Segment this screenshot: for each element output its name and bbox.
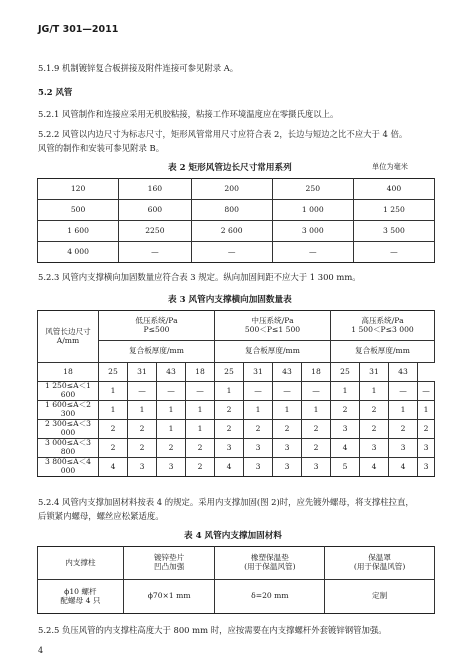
table3-cell: 3 <box>360 439 389 458</box>
table3-row-header-line1: 风管长边尺寸 <box>45 326 91 336</box>
table3-thickness-cell: 18 <box>302 363 331 382</box>
table3-cell: 5 <box>331 458 360 477</box>
table3-cell: 2 <box>128 420 157 439</box>
table3-cell: 4 <box>389 458 418 477</box>
section-heading-5-2: 5.2 风管 <box>38 87 73 97</box>
table3-thickness-cell: 43 <box>273 363 302 382</box>
table3-thickness-cell: 18 <box>186 363 215 382</box>
table2-title: 表 2 矩形风管边长尺寸常用系列 <box>168 163 292 173</box>
table2-row <box>38 221 435 242</box>
table3-cell: 2 <box>302 439 331 458</box>
table2-cell: 2 600 <box>191 221 272 242</box>
table3-cell: — <box>302 382 331 401</box>
table3-cell: 1 <box>99 382 128 401</box>
table3-cell: 2 <box>157 439 186 458</box>
table3-cell: — <box>244 382 273 401</box>
table3-cell: 2 <box>418 420 435 439</box>
table3-cell: 2 <box>273 420 302 439</box>
table3-cell: — <box>157 382 186 401</box>
table2-cell: 4 000 <box>38 242 119 263</box>
table3-row-label: 3 000≤A＜3 800 <box>38 439 99 458</box>
standard-code-header: JG/T 301—2011 <box>38 24 119 35</box>
table2-cell: 160 <box>119 179 191 200</box>
table4-header-cell <box>215 547 325 580</box>
table3-thickness-cell: 31 <box>360 363 389 382</box>
table3-sub-medium: 复合板厚度/mm <box>215 341 331 363</box>
table3-cell: 1 <box>99 401 128 420</box>
table3-cell: 4 <box>215 458 244 477</box>
table3-cell: 1 <box>215 382 244 401</box>
table3-cell: — <box>418 382 435 401</box>
table3-cell: 3 <box>418 458 435 477</box>
table3-cell: 3 <box>273 458 302 477</box>
table3-cell: 3 <box>128 458 157 477</box>
table3-title: 表 3 风管内支撑横向加固数量表 <box>168 295 292 305</box>
table4-header-cell-line2: (用于保温风管) <box>353 562 406 571</box>
table3-row <box>38 458 435 477</box>
table3-sub-low: 复合板厚度/mm <box>99 341 215 363</box>
paragraph-5-2-1: 5.2.1 风管制作和连接应采用无机胶粘接，粘接工作环境温度应在零摄氏度以上。 <box>38 109 339 119</box>
table4-cell <box>325 580 435 614</box>
table2-cell: 3 000 <box>272 221 353 242</box>
table3-cell: 1 <box>186 401 215 420</box>
paragraph-5-2-5: 5.2.5 负压风管的内支撑柱高度大于 800 mm 时，应按需要在内支撑螺杆外套镀锌钢管加强。 <box>38 625 387 635</box>
table3-thickness-row <box>38 363 435 382</box>
table3-row-label: 1 250≤A＜1 600 <box>38 382 99 401</box>
table3-cell: 2 <box>360 401 389 420</box>
paragraph-5-1-9: 5.1.9 机制镀锌复合板拼接及附件连接可参见附录 A。 <box>38 63 239 73</box>
table3-cell: 3 <box>157 458 186 477</box>
table2-cell: — <box>119 242 191 263</box>
table3-group-medium-line1: 中压系统/Pa <box>251 315 294 325</box>
table3-row-header <box>38 311 99 363</box>
table3-group-high-line1: 高压系统/Pa <box>361 315 404 325</box>
table3-cell: 3 <box>244 439 273 458</box>
table4-title: 表 4 风管内支撑加固材料 <box>184 531 282 541</box>
table3-thickness-cell: 25 <box>215 363 244 382</box>
table3-cell: 2 <box>302 420 331 439</box>
table3-group-low <box>99 311 215 341</box>
table3-thickness-cell: 25 <box>99 363 128 382</box>
table4-cell <box>215 580 325 614</box>
table2-cell: — <box>272 242 353 263</box>
table2-cell: 1 600 <box>38 221 119 242</box>
table3-cell: 1 <box>389 401 418 420</box>
table3-cell: 1 <box>331 382 360 401</box>
table4-header-cell <box>325 547 435 580</box>
table3-cell: 3 <box>215 439 244 458</box>
table3-cell: 1 <box>302 401 331 420</box>
table3-row-header-line2: A/mm <box>56 335 80 345</box>
table4-header-cell-line1: 内支撑柱 <box>65 557 96 567</box>
table3-row <box>38 401 435 420</box>
table4-header-cell-line1: 保温罩 <box>368 553 391 563</box>
table3-cell: 3 <box>302 458 331 477</box>
table4-cell <box>123 580 215 614</box>
paragraph-5-2-3: 5.2.3 风管内支撑横向加固数量应符合表 3 规定。纵向加固间距不应大于 1 300 mm。 <box>38 272 361 282</box>
table2-cell: 400 <box>353 179 434 200</box>
table3-cell: 2 <box>331 401 360 420</box>
table3-cell: 1 <box>157 401 186 420</box>
table4-header-cell-line2: (用于保温风管) <box>244 562 296 571</box>
paragraph-5-2-2-line1: 5.2.2 风管以内边尺寸为标志尺寸，矩形风管常用尺寸应符合表 2，长边与短边之比不应大于 4 倍。 <box>38 129 408 139</box>
table4-cell-line1: δ=20 mm <box>251 591 289 601</box>
table2-row <box>38 179 435 200</box>
table3-thickness-cell: 31 <box>244 363 273 382</box>
table3-cell: 1 <box>273 401 302 420</box>
table2-cell: 200 <box>191 179 272 200</box>
table3-row <box>38 439 435 458</box>
table2 <box>37 178 435 263</box>
table3-thickness-cell: 43 <box>389 363 418 382</box>
table4-header-cell-line1: 镀锌垫片 <box>153 553 185 563</box>
table3-group-low-line1: 低压系统/Pa <box>135 315 178 325</box>
table2-row <box>38 242 435 263</box>
paragraph-5-2-4-line1: 5.2.4 风管内支撑加固材料按表 4 的规定。采用内支撑加固(图 2)时，应先镀外螺母，将支撑柱拉直， <box>38 497 414 507</box>
table2-row <box>38 200 435 221</box>
table4-cell-line1: ϕ10 螺杆 <box>64 586 97 596</box>
table3-cell: 3 <box>389 439 418 458</box>
table3-cell: 3 <box>244 458 273 477</box>
table4-cell-line1: 定制 <box>372 591 388 601</box>
table3-cell: 2 <box>360 420 389 439</box>
table3 <box>37 310 435 477</box>
table3-cell: 1 <box>360 382 389 401</box>
table3-row <box>38 382 435 401</box>
table3-cell: 1 <box>418 401 435 420</box>
table4-header-cell <box>123 547 215 580</box>
table2-cell: 800 <box>191 200 272 221</box>
table3-cell: 2 <box>99 420 128 439</box>
table4-cell-line2: 配螺母 4 只 <box>60 595 101 605</box>
table3-sub-high: 复合板厚度/mm <box>331 341 435 363</box>
table3-thickness-cell: 18 <box>38 363 99 382</box>
table2-cell: 250 <box>272 179 353 200</box>
table3-cell: 2 <box>186 439 215 458</box>
table4-cell <box>38 580 124 614</box>
table4-header-cell-line1: 橡塑保温垫 <box>250 553 289 563</box>
table3-cell: 2 <box>186 458 215 477</box>
table3-cell: 3 <box>418 439 435 458</box>
table3-cell: — <box>186 382 215 401</box>
table3-cell: 1 <box>244 401 273 420</box>
table3-group-high <box>331 311 435 341</box>
table3-cell: 2 <box>389 420 418 439</box>
table3-cell: 1 <box>128 401 157 420</box>
table3-cell: 1 <box>186 420 215 439</box>
table2-cell: 2250 <box>119 221 191 242</box>
table3-cell: 2 <box>215 401 244 420</box>
table3-row-label: 2 300≤A＜3 000 <box>38 420 99 439</box>
table2-cell: 1 250 <box>353 200 434 221</box>
table3-cell: 4 <box>99 458 128 477</box>
table2-cell: 500 <box>38 200 119 221</box>
table3-cell: — <box>128 382 157 401</box>
table4-header-cell <box>38 547 124 580</box>
table3-cell: 2 <box>244 420 273 439</box>
table2-unit: 单位为毫米 <box>372 162 408 171</box>
table3-thickness-cell: 25 <box>331 363 360 382</box>
table3-group-high-line2: 1 500＜P≤3 000 <box>351 324 414 334</box>
table3-cell: 2 <box>128 439 157 458</box>
table3-cell: — <box>273 382 302 401</box>
table3-row-label: 3 800≤A＜4 000 <box>38 458 99 477</box>
table2-cell: — <box>191 242 272 263</box>
table3-group-medium <box>215 311 331 341</box>
table2-cell: 600 <box>119 200 191 221</box>
page-number: 4 <box>38 646 44 655</box>
table3-cell: 4 <box>331 439 360 458</box>
table3-cell: 2 <box>99 439 128 458</box>
table4 <box>37 546 435 614</box>
table3-thickness-cell: 31 <box>128 363 157 382</box>
table3-cell: 3 <box>331 420 360 439</box>
table3-row <box>38 420 435 439</box>
table3-cell: 1 <box>157 420 186 439</box>
table3-thickness-cell: 43 <box>157 363 186 382</box>
table2-cell: 1 000 <box>272 200 353 221</box>
table2-cell: 120 <box>38 179 119 200</box>
table3-row-label: 1 600≤A＜2 300 <box>38 401 99 420</box>
table3-cell: 3 <box>273 439 302 458</box>
table3-group-medium-line2: 500＜P≤1 500 <box>244 324 301 334</box>
table2-cell: — <box>353 242 434 263</box>
table4-header-cell-line2: 凹凸加强 <box>153 562 185 571</box>
table3-cell: 4 <box>360 458 389 477</box>
paragraph-5-2-4-line2: 后锁紧内螺母，螺丝应松紧适度。 <box>38 511 164 521</box>
table4-header-row <box>38 547 435 580</box>
table2-cell: 3 500 <box>353 221 434 242</box>
table3-cell: 2 <box>215 420 244 439</box>
table4-cell-line1: ϕ70×1 mm <box>147 591 191 601</box>
table4-data-row <box>38 580 435 614</box>
paragraph-5-2-2-line2: 风管的制作和安装可参见附录 B。 <box>38 143 165 153</box>
table3-group-low-line2: P≤500 <box>143 324 170 334</box>
table3-cell: — <box>389 382 418 401</box>
